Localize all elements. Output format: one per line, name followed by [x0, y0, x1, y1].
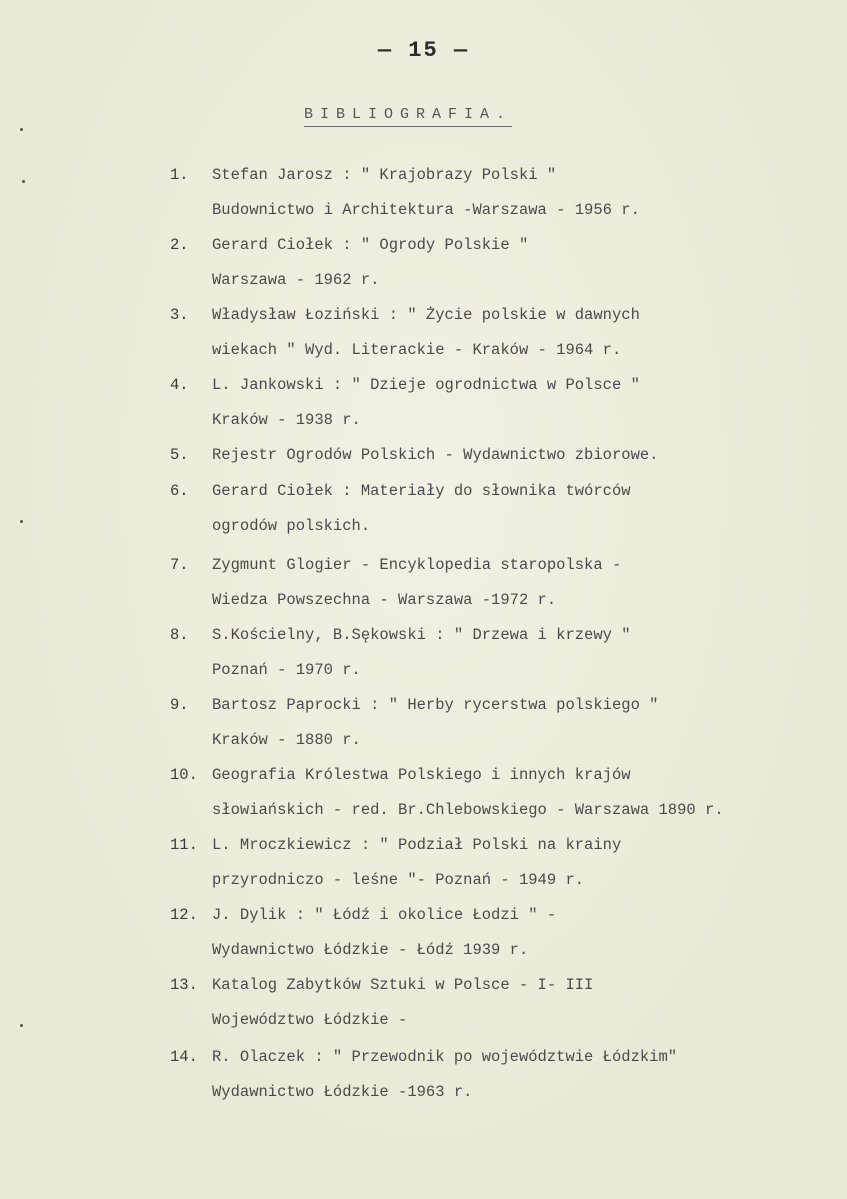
bibliography-entry-5 — [170, 438, 658, 473]
bibliography-entry-1 — [170, 158, 640, 228]
entry-number: 4. — [170, 376, 189, 394]
entry-line-1: Gerard Ciołek : " Ogrody Polskie " — [212, 236, 529, 254]
entry-number: 14. — [170, 1048, 198, 1066]
entry-line-1: Zygmunt Glogier - Encyklopedia staropolska - — [212, 556, 622, 574]
paper-speck — [20, 520, 23, 523]
entry-line-2: Kraków - 1880 r. — [212, 731, 361, 749]
entry-line-2: Poznań - 1970 r. — [212, 661, 361, 679]
entry-number: 12. — [170, 906, 198, 924]
bibliography-entry-10 — [170, 758, 724, 828]
entry-line-1: L. Mroczkiewicz : " Podział Polski na krainy — [212, 836, 622, 854]
entry-number: 6. — [170, 482, 189, 500]
entry-line-1: Katalog Zabytków Sztuki w Polsce - I- III — [212, 976, 594, 994]
entry-line-2: Budownictwo i Architektura -Warszawa - 1956 r. — [212, 201, 640, 219]
paper-speck — [20, 1024, 23, 1027]
entry-line-2: Wydawnictwo Łódzkie - Łódź 1939 r. — [212, 941, 529, 959]
bibliography-entry-14 — [170, 1040, 677, 1110]
bibliography-heading: BIBLIOGRAFIA. — [304, 106, 512, 127]
page-number: — 15 — — [377, 38, 470, 63]
entry-line-2: Województwo Łódzkie - — [212, 1011, 408, 1029]
entry-number: 9. — [170, 696, 189, 714]
entry-number: 2. — [170, 236, 189, 254]
bibliography-entry-6 — [170, 474, 631, 544]
entry-line-2: Warszawa - 1962 r. — [212, 271, 380, 289]
entry-line-1: L. Jankowski : " Dzieje ogrodnictwa w Polsce " — [212, 376, 640, 394]
bibliography-entry-8 — [170, 618, 631, 688]
paper-speck — [20, 128, 23, 131]
entry-number: 13. — [170, 976, 198, 994]
entry-line-2: Wiedza Powszechna - Warszawa -1972 r. — [212, 591, 557, 609]
entry-number: 8. — [170, 626, 189, 644]
entry-number: 7. — [170, 556, 189, 574]
entry-line-1: Władysław Łoziński : " Życie polskie w dawnych — [212, 306, 640, 324]
bibliography-entry-4 — [170, 368, 640, 438]
bibliography-entry-7 — [170, 548, 621, 618]
entry-line-2: Kraków - 1938 r. — [212, 411, 361, 429]
bibliography-entry-2 — [170, 228, 528, 298]
entry-line-1: Geografia Królestwa Polskiego i innych krajów — [212, 766, 631, 784]
entry-line-2: słowiańskich - red. Br.Chlebowskiego - Warszawa 1890 r. — [212, 801, 724, 819]
entry-number: 3. — [170, 306, 189, 324]
paper-speck — [22, 180, 25, 183]
entry-line-1: Rejestr Ogrodów Polskich - Wydawnictwo zbiorowe. — [212, 446, 659, 464]
entry-line-1: S.Kościelny, B.Sękowski : " Drzewa i krzewy " — [212, 626, 631, 644]
entry-line-2: wiekach " Wyd. Literackie - Kraków - 1964 r. — [212, 341, 622, 359]
bibliography-entry-3 — [170, 298, 640, 368]
entry-line-1: Stefan Jarosz : " Krajobrazy Polski " — [212, 166, 557, 184]
bibliography-entry-12 — [170, 898, 556, 968]
entry-line-1: Bartosz Paprocki : " Herby rycerstwa polskiego " — [212, 696, 659, 714]
bibliography-entry-11 — [170, 828, 621, 898]
entry-line-2: ogrodów polskich. — [212, 517, 371, 535]
entry-number: 5. — [170, 446, 189, 464]
entry-line-1: R. Olaczek : " Przewodnik po województwie Łódzkim" — [212, 1048, 678, 1066]
entry-line-2: przyrodniczo - leśne "- Poznań - 1949 r. — [212, 871, 585, 889]
entry-line-2: Wydawnictwo Łódzkie -1963 r. — [212, 1083, 473, 1101]
entry-line-1: J. Dylik : " Łódź i okolice Łodzi " - — [212, 906, 557, 924]
entry-line-1: Gerard Ciołek : Materiały do słownika twórców — [212, 482, 631, 500]
bibliography-entry-13 — [170, 968, 593, 1038]
entry-number: 1. — [170, 166, 189, 184]
bibliography-entry-9 — [170, 688, 658, 758]
entry-number: 11. — [170, 836, 198, 854]
entry-number: 10. — [170, 766, 198, 784]
